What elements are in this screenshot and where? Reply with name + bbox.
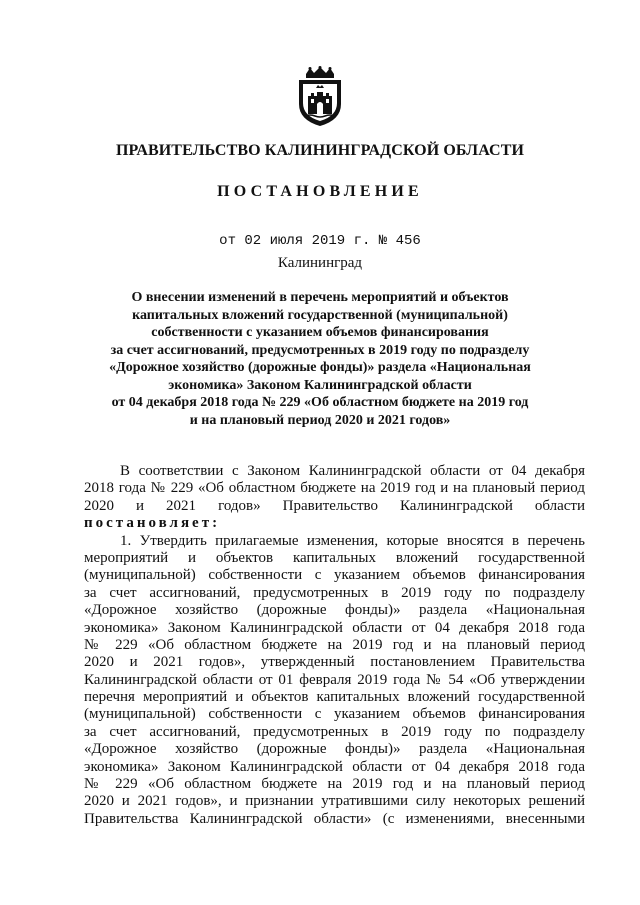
body-line: 1. Утвердить прилагаемые изменения, которые вносятся в перечень xyxy=(120,532,585,549)
body-line: 2020 и 2021 годов», утвержденный постановлением Правительства xyxy=(84,654,585,671)
government-title: ПРАВИТЕЛЬСТВО КАЛИНИНГРАДСКОЙ ОБЛАСТИ xyxy=(115,142,525,159)
subject-line: О внесении изменений в перечень мероприятий и объектов xyxy=(131,290,509,305)
subject-line: от 04 декабря 2018 года № 229 «Об областном бюджете на 2019 год xyxy=(111,395,529,410)
body-line: 2020 и 2021 годов» Правительство Калининградской области xyxy=(84,497,585,514)
document-type: ПОСТАНОВЛЕНИЕ xyxy=(217,183,423,200)
document-subject xyxy=(60,289,580,429)
body-line: «Дорожное хозяйство (дорожные фонды)» раздела «Национальная xyxy=(84,602,585,619)
body-line: за счет ассигнований, предусмотренных в 2019 году по подразделу xyxy=(84,584,585,601)
body-line: за счет ассигнований, предусмотренных в 2019 году по подразделу xyxy=(84,723,585,740)
body-line: экономика» Законом Калининградской области от 04 декабря 2018 года xyxy=(84,758,585,775)
coat-of-arms-icon xyxy=(294,66,346,128)
subject-line: собственности с указанием объемов финансирования xyxy=(151,325,489,340)
body-line: В соответствии с Законом Калининградской области от 04 декабря xyxy=(120,463,585,479)
body-line: Правительства Калининградской области» (с изменениями, внесенными xyxy=(84,810,585,827)
subject-line: экономика» Законом Калининградской области xyxy=(168,377,472,393)
body-line: (муниципальной) собственности с указанием объемов финансирования xyxy=(84,706,585,723)
body-line: № 229 «Об областном бюджете на 2019 год и на плановый период xyxy=(84,636,585,653)
body-line: перечня мероприятий и объектов капитальных вложений государственной xyxy=(84,689,585,706)
body-line: (муниципальной) собственности с указанием объемов финансирования xyxy=(84,567,585,584)
subject-line: за счет ассигнований, предусмотренных в 2019 году по подразделу xyxy=(110,342,530,358)
body-line: № 229 «Об областном бюджете на 2019 год и на плановый период xyxy=(84,776,585,793)
body-line: 2020 и 2021 годов», и признании утратившими силу некоторых решений xyxy=(84,793,585,810)
subject-line: и на плановый период 2020 и 2021 годов» xyxy=(189,412,451,428)
body-line: «Дорожное хозяйство (дорожные фонды)» раздела «Национальная xyxy=(84,741,585,758)
body-line: 2018 года № 229 «Об областном бюджете на 2019 год и на плановый период xyxy=(84,480,585,497)
body-line: мероприятий и объектов капитальных вложений государственной xyxy=(84,549,585,566)
subject-line: «Дорожное хозяйство (дорожные фонды)» раздела «Национальная xyxy=(109,360,531,375)
resolves-keyword: постановляет: xyxy=(84,515,221,532)
document-city: Калининград xyxy=(277,255,363,271)
body-line: Калининградской области от 01 февраля 2019 года № 54 «Об утверждении xyxy=(84,671,585,688)
subject-line: капитальных вложений государственной (муниципальной) xyxy=(132,307,508,323)
body-line: экономика» Законом Калининградской области от 04 декабря 2018 года xyxy=(84,619,585,636)
document-date-number: от 02 июля 2019 г. № 456 xyxy=(219,233,421,249)
document-body xyxy=(84,463,585,828)
